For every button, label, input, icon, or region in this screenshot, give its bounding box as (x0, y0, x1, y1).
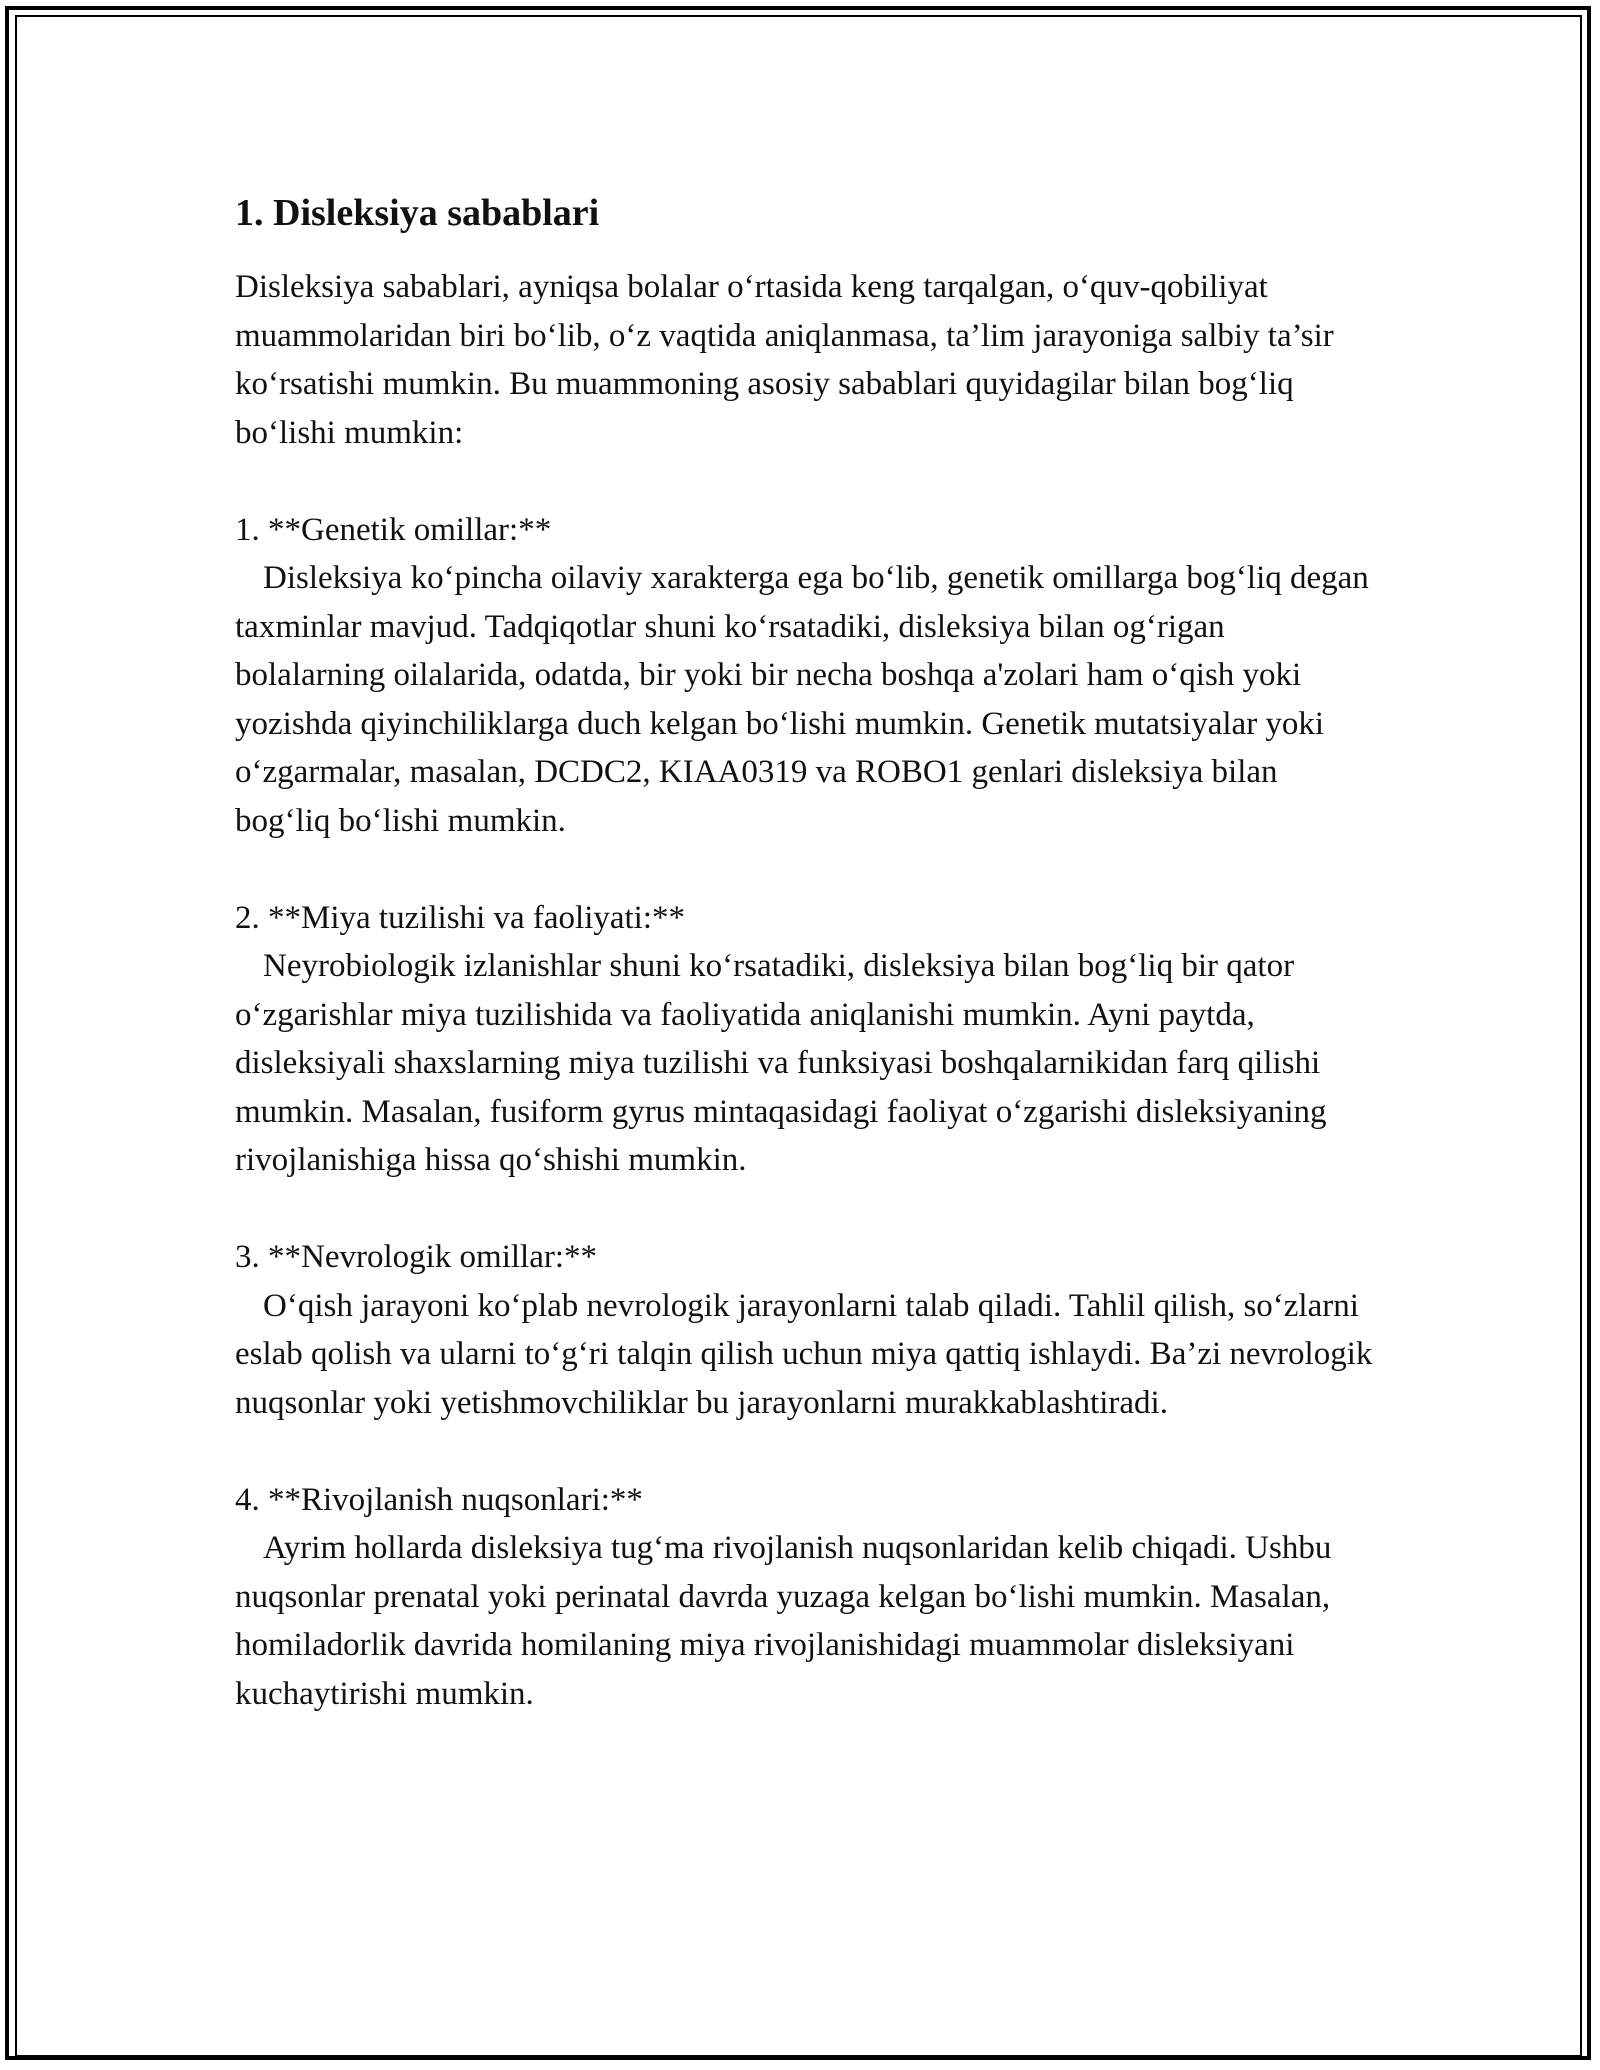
section-body: Ayrim hollarda disleksiya tug‘ma rivojlanish nuqsonlaridan kelib chiqadi. Ushbu nuqsonlar prenatal yoki perinatal davrda yuzaga kelgan bo‘lishi mumkin. Masalan, homiladorlik davrida homilaning miya rivojlanishidagi muammolar disleksiyani kuchaytirishi mumkin. (235, 1530, 1332, 1712)
section-heading: 4. **Rivojlanish nuqsonlari:** (235, 1481, 643, 1518)
section-body: Neyrobiologik izlanishlar shuni ko‘rsatadiki, disleksiya bilan bog‘liq bir qator o‘zgarishlar miya tuzilishida va faoliyatida aniqlanishi mumkin. Ayni paytda, disleksiyali shaxslarning miya tuzilishi va funksiyasi boshqalarnikidan farq qilishi mumkin. Masalan, fusiform gyrus mintaqasidagi faoliyat o‘zgarishi disleksiyaning rivojlanishiga hissa qo‘shishi mumkin. (235, 948, 1327, 1178)
page-title: 1. Disleksiya sabablari (235, 192, 600, 234)
section-developmental-defects (235, 1476, 1375, 1719)
section-heading: 2. **Miya tuzilishi va faoliyati:** (235, 899, 686, 936)
section-body: Disleksiya ko‘pincha oilaviy xarakterga ega bo‘lib, genetik omillarga bog‘liq degan taxminlar mavjud. Tadqiqotlar shuni ko‘rsatadiki, disleksiya bilan og‘rigan bolalarning oilalarida, odatda, bir yoki bir necha boshqa a'zolari ham o‘qish yoki yozishda qiyinchiliklarga duch kelgan bo‘lishi mumkin. Genetik mutatsiyalar yoki o‘zgarmalar, masalan, DCDC2, KIAA0319 va ROBO1 genlari disleksiya bilan bog‘liq bo‘lishi mumkin. (235, 560, 1369, 839)
section-genetic-factors (235, 506, 1375, 846)
section-heading: 3. **Nevrologik omillar:** (235, 1239, 598, 1275)
section-brain-structure (235, 894, 1375, 1185)
section-neurological-factors (235, 1233, 1375, 1427)
section-heading: 1. **Genetik omillar:** (235, 511, 552, 548)
section-body: O‘qish jarayoni ko‘plab nevrologik jarayonlarni talab qiladi. Tahlil qilish, so‘zlarni eslab qolish va ularni to‘g‘ri talqin qilish uchun miya qattiq ishlaydi. Ba’zi nevrologik nuqsonlar yoki yetishmovchiliklar bu jarayonlarni murakkablashtiradi. (235, 1287, 1373, 1421)
intro-paragraph: Disleksiya sabablari, ayniqsa bolalar o‘rtasida keng tarqalgan, o‘quv-qobiliyat muammolaridan biri bo‘lib, o‘z vaqtida aniqlanmasa, ta’lim jarayoniga salbiy ta’sir ko‘rsatishi mumkin. Bu muammoning asosiy sabablari quyidagilar bilan bog‘liq bo‘lishi mumkin: (235, 269, 1334, 451)
document-body (235, 187, 1375, 1718)
